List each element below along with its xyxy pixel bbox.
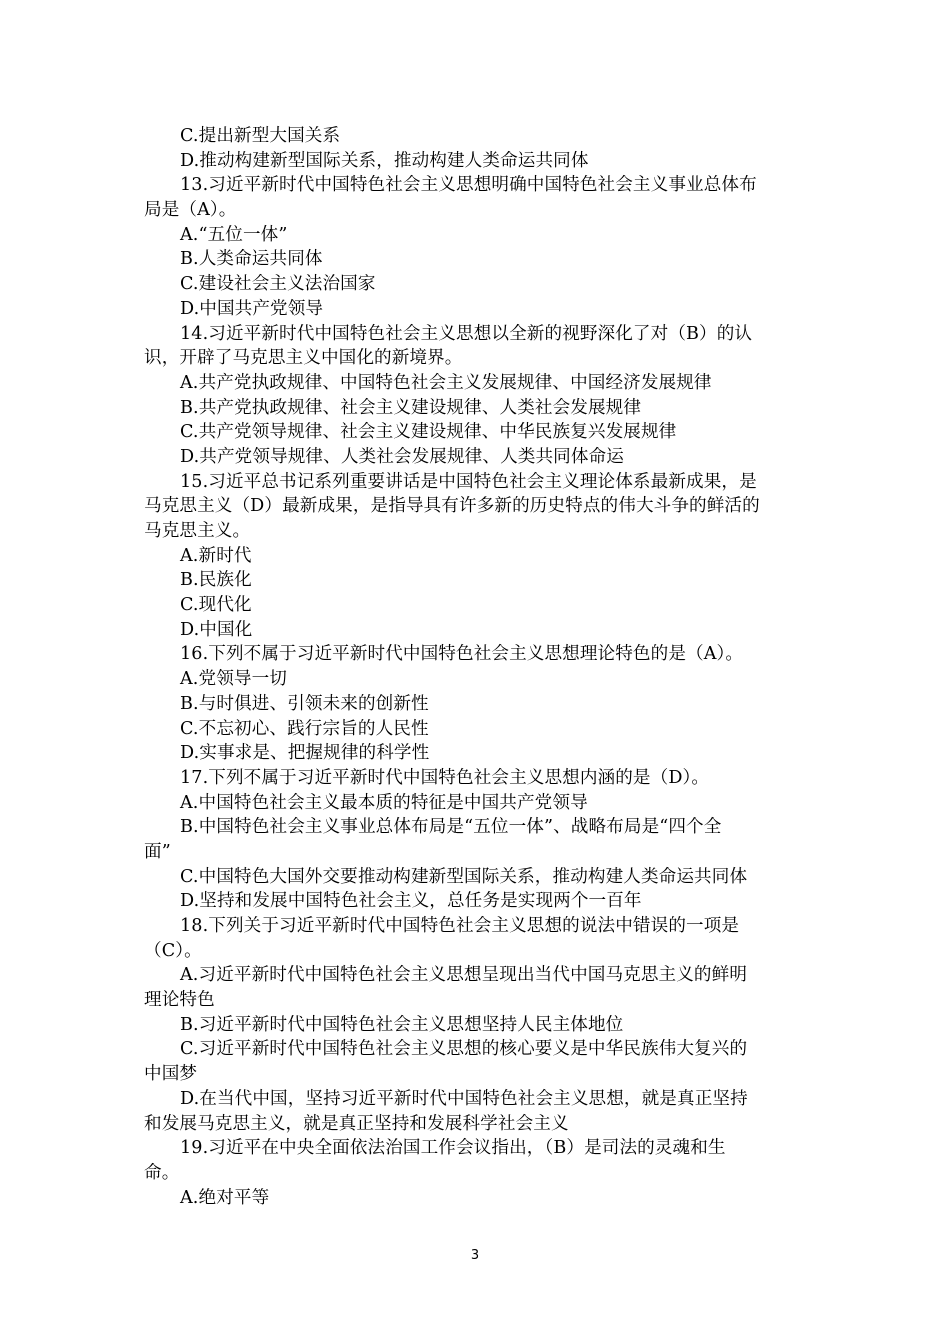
text-line: D.在当代中国，坚持习近平新时代中国特色社会主义思想，就是真正坚持	[180, 1088, 748, 1109]
text-line: A.共产党执政规律、中国特色社会主义发展规律、中国经济发展规律	[180, 372, 712, 393]
text-line: D.推动构建新型国际关系，推动构建人类命运共同体	[180, 150, 589, 171]
text-line: C.习近平新时代中国特色社会主义思想的核心要义是中华民族伟大复兴的	[180, 1039, 748, 1060]
text-line: B.人类命运共同体	[180, 249, 323, 270]
document-body	[144, 124, 806, 1210]
text-line: 19.习近平在中央全面依法治国工作会议指出，（B）是司法的灵魂和生	[180, 1138, 726, 1159]
text-line: A.新时代	[180, 545, 252, 566]
text-line: B.习近平新时代中国特色社会主义思想坚持人民主体地位	[180, 1014, 624, 1035]
text-line: A.党领导一切	[180, 669, 287, 690]
text-line: 18.下列关于习近平新时代中国特色社会主义思想的说法中错误的一项是	[180, 916, 740, 936]
text-line: B.中国特色社会主义事业总体布局是“五位一体”、战略布局是“四个全	[180, 817, 722, 838]
text-line: C.提出新型大国关系	[180, 126, 341, 146]
text-line: C.中国特色大国外交要推动构建新型国际关系，推动构建人类命运共同体	[180, 866, 748, 887]
text-line: 和发展马克思主义，就是真正坚持和发展科学社会主义	[144, 1113, 569, 1134]
text-line: C.现代化	[180, 595, 252, 616]
text-line: D.中国共产党领导	[180, 298, 324, 319]
text-line: C.不忘初心、践行宗旨的人民性	[180, 718, 429, 739]
text-line: A.中国特色社会主义最本质的特征是中国共产党领导	[180, 792, 588, 813]
text-line: D.中国化	[180, 619, 253, 640]
text-line: D.共产党领导规律、人类社会发展规律、人类共同体命运	[180, 446, 624, 467]
text-line: C.共产党领导规律、社会主义建设规律、中华民族复兴发展规律	[180, 422, 677, 443]
text-line: 15.习近平总书记系列重要讲话是中国特色社会主义理论体系最新成果，是	[180, 471, 757, 492]
text-line: 17.下列不属于习近平新时代中国特色社会主义思想内涵的是（D）。	[180, 767, 710, 788]
text-line: 马克思主义。	[144, 521, 251, 541]
text-line: A.绝对平等	[180, 1187, 270, 1208]
text-line: A.习近平新时代中国特色社会主义思想呈现出当代中国马克思主义的鲜明	[180, 965, 748, 986]
text-line: （C）。	[144, 940, 202, 961]
text-line: D.坚持和发展中国特色社会主义，总任务是实现两个一百年	[180, 891, 642, 912]
text-line: B.与时俱进、引领未来的创新性	[180, 693, 429, 714]
text-line: 13.习近平新时代中国特色社会主义思想明确中国特色社会主义事业总体布	[180, 175, 757, 196]
text-line: 命。	[144, 1162, 180, 1183]
text-line: 理论特色	[144, 990, 215, 1011]
text-line: C.建设社会主义法治国家	[180, 274, 376, 295]
text-line: B.共产党执政规律、社会主义建设规律、人类社会发展规律	[180, 397, 642, 418]
text-line: A.“五位一体”	[180, 224, 288, 245]
page-number: 3	[470, 1248, 480, 1263]
text-line: 中国梦	[144, 1064, 198, 1085]
text-line: 马克思主义（D）最新成果，是指导具有许多新的历史特点的伟大斗争的鲜活的	[144, 496, 760, 517]
text-line: 面”	[144, 841, 171, 862]
text-line: 局是（A）。	[144, 200, 237, 221]
text-line: 识，开辟了马克思主义中国化的新境界。	[144, 348, 463, 369]
text-line: 16.下列不属于习近平新时代中国特色社会主义思想理论特色的是（A）。	[180, 644, 744, 665]
text-line: D.实事求是、把握规律的科学性	[180, 743, 430, 764]
text-line: 14.习近平新时代中国特色社会主义思想以全新的视野深化了对（B）的认	[180, 323, 753, 344]
text-line: B.民族化	[180, 570, 252, 591]
